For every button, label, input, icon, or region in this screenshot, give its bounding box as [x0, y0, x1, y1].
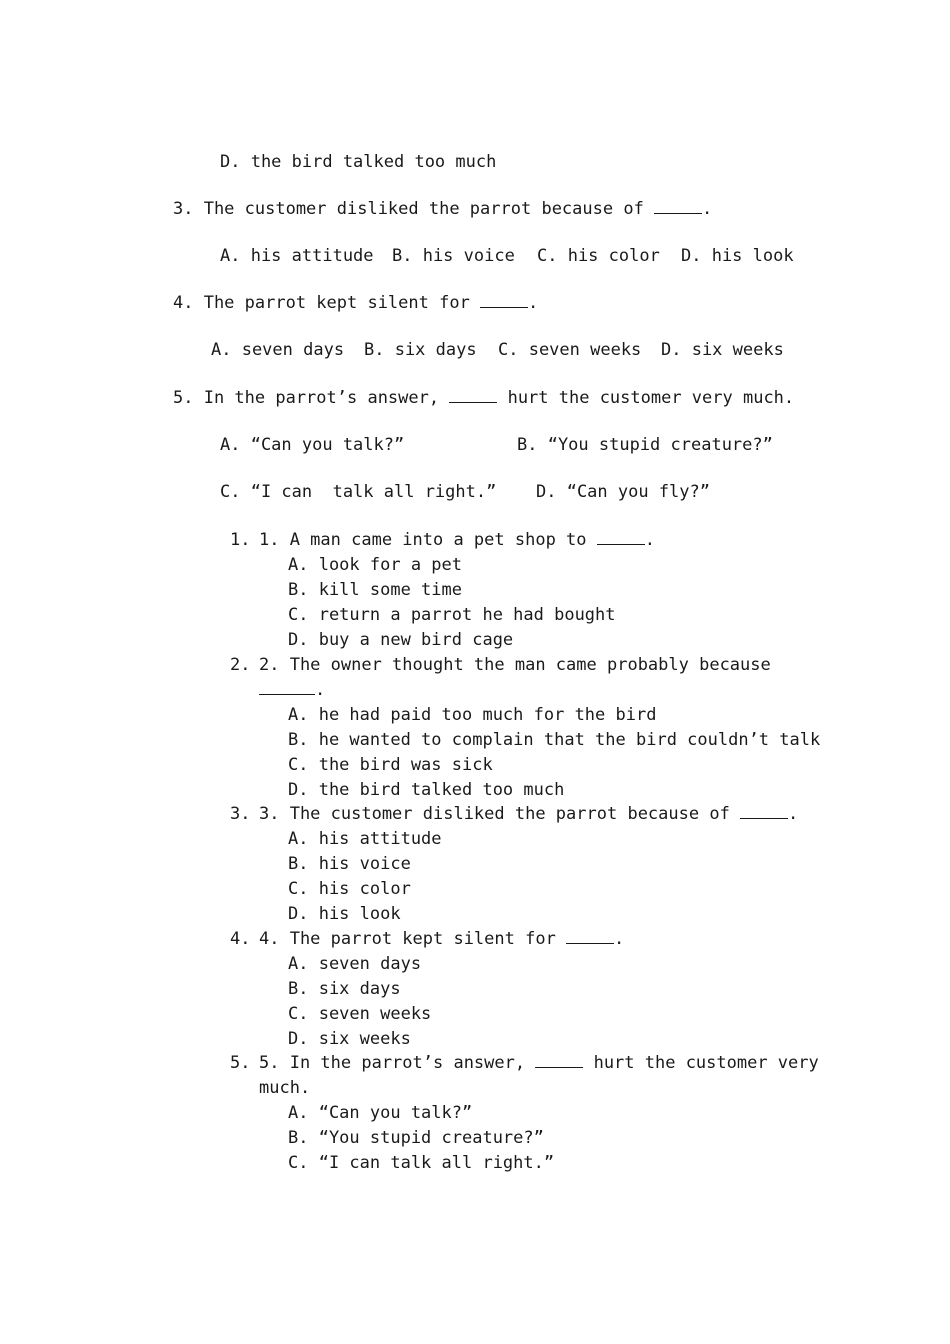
list-q3-option-c: C. his color: [288, 879, 411, 899]
list-q2-option-c: C. the bird was sick: [288, 755, 493, 775]
answer-blank: [654, 199, 702, 214]
list-q3-option-a: A. his attitude: [288, 829, 442, 849]
list-question-3: 3. The customer disliked the parrot because of .: [259, 804, 799, 824]
list-q2-option-b: B. he wanted to complain that the bird couldn’t talk: [288, 730, 821, 750]
list-q5-option-b: B. “You stupid creature?”: [288, 1128, 544, 1148]
list-number-2: 2.: [230, 655, 251, 675]
question-4: 4. The parrot kept silent for .: [173, 293, 539, 313]
answer-blank: [597, 530, 645, 545]
q5-option-c: C. “I can talk all right.”: [220, 482, 497, 502]
list-q2-option-d: D. the bird talked too much: [288, 780, 565, 800]
list-q2-option-a: A. he had paid too much for the bird: [288, 705, 657, 725]
answer-blank: [535, 1053, 583, 1068]
answer-blank: [480, 293, 528, 308]
list-q3-option-b: B. his voice: [288, 854, 411, 874]
answer-blank: [449, 388, 497, 403]
list-number-4: 4.: [230, 929, 251, 949]
answer-blank: [740, 804, 788, 819]
list-q4-option-c: C. seven weeks: [288, 1004, 432, 1024]
q4-option-b: B. six days: [364, 340, 477, 360]
list-question-4: 4. The parrot kept silent for .: [259, 929, 625, 949]
list-question-5-cont: much.: [259, 1078, 311, 1098]
answer-blank: [566, 929, 614, 944]
list-question-2-cont: .: [259, 680, 325, 700]
list-q5-option-c: C. “I can talk all right.”: [288, 1153, 555, 1173]
q4-option-d: D. six weeks: [661, 340, 784, 360]
answer-blank: [259, 680, 315, 695]
q4-option-c: C. seven weeks: [498, 340, 642, 360]
q3-option-c: C. his color: [537, 246, 660, 266]
list-q1-option-b: B. kill some time: [288, 580, 462, 600]
q2-option-d: D. the bird talked too much: [220, 152, 497, 172]
q5-option-d: D. “Can you fly?”: [536, 482, 710, 502]
q3-option-b: B. his voice: [392, 246, 515, 266]
list-q3-option-d: D. his look: [288, 904, 401, 924]
question-5: 5. In the parrot’s answer, hurt the customer very much.: [173, 388, 795, 408]
list-number-3: 3.: [230, 804, 251, 824]
list-question-2: 2. The owner thought the man came probably because: [259, 655, 771, 675]
list-number-1: 1.: [230, 530, 251, 550]
list-q4-option-b: B. six days: [288, 979, 401, 999]
list-q4-option-a: A. seven days: [288, 954, 422, 974]
q3-option-d: D. his look: [681, 246, 794, 266]
list-number-5: 5.: [230, 1053, 251, 1073]
list-q4-option-d: D. six weeks: [288, 1029, 411, 1049]
q4-option-a: A. seven days: [211, 340, 345, 360]
q5-option-b: B. “You stupid creature?”: [517, 435, 773, 455]
list-q1-option-a: A. look for a pet: [288, 555, 462, 575]
list-q1-option-d: D. buy a new bird cage: [288, 630, 514, 650]
list-q1-option-c: C. return a parrot he had bought: [288, 605, 616, 625]
list-q5-option-a: A. “Can you talk?”: [288, 1103, 473, 1123]
list-question-1: 1. A man came into a pet shop to .: [259, 530, 656, 550]
q5-option-a: A. “Can you talk?”: [220, 435, 405, 455]
question-3: 3. The customer disliked the parrot because of .: [173, 199, 713, 219]
list-question-5: 5. In the parrot’s answer, hurt the customer very: [259, 1053, 819, 1073]
q3-option-a: A. his attitude: [220, 246, 374, 266]
